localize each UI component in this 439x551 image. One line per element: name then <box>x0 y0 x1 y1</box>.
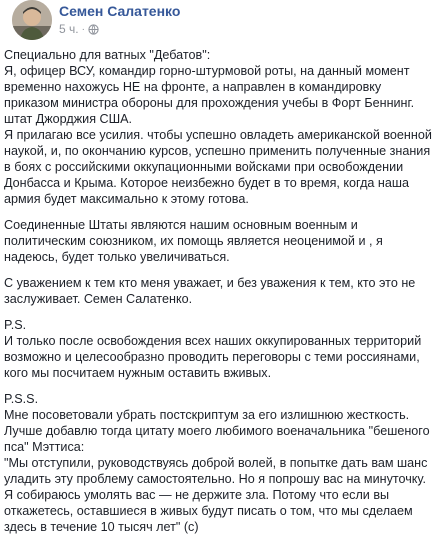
post-paragraph-2: Соединенные Штаты являются нашим основным военным и политическим союзником, их помощь является неоценимой и , я надеюсь, будет только увеличиваться. <box>4 218 383 264</box>
post-body <box>4 47 432 535</box>
avatar-image <box>12 0 52 40</box>
meta-separator: · <box>81 23 85 35</box>
post-paragraph-5: P.S.S. Мне посоветовали убрать постскриптум за его излишнюю жесткость. Лучше добавлю тогда цитату моего любимого военачальника "бешеного пса" Мэттиса: "Мы отступили, руководствуясь доброй волей, в попытке дать вам шанс уладить эту проблему самостоятельно. Но я попрошу вас на минуточку. Я собираюсь умолять вас — не держите зла. Потому что если вы откажетесь, оставшиеся в живых будут писать о том, что мы сделаем здесь в течение 10 тысяч лет" (с) <box>4 392 430 534</box>
globe-icon[interactable] <box>88 24 99 35</box>
avatar[interactable] <box>12 0 52 40</box>
post-time[interactable]: 5 ч. <box>59 22 79 36</box>
post-meta <box>59 22 99 36</box>
author-name[interactable]: Семен Салатенко <box>59 3 181 19</box>
post-paragraph-4: P.S. И только после освобождения всех наших оккупированных территорий возможно и целесообразно проводить переговоры с теми россиянами, кого мы посчитаем нужным оставить вживых. <box>4 318 422 380</box>
post-header <box>6 0 433 44</box>
post-paragraph-3: С уважением к тем кто меня уважает, и без уважения к тем, кто это не заслуживает. Семен Салатенко. <box>4 276 416 306</box>
post-paragraph-1: Специально для ватных "Дебатов": Я, офицер ВСУ, командир горно-штурмовой роты, на данный момент временно нахожусь НЕ на фронте, а направлен в командировку приказом министра обороны для прохождения учебы в Форт Беннинг. штат Джорджия США. Я прилагаю все усилия. чтобы успешно овладеть американской военной наукой, и, по окончанию курсов, успешно применить полученные знания в боях с российскими оккупационными войсками при освобождении Донбасса и Крыма. Которое неизбежно будет в то время, когда наша армия будет максимально к этому готова. <box>4 48 432 206</box>
